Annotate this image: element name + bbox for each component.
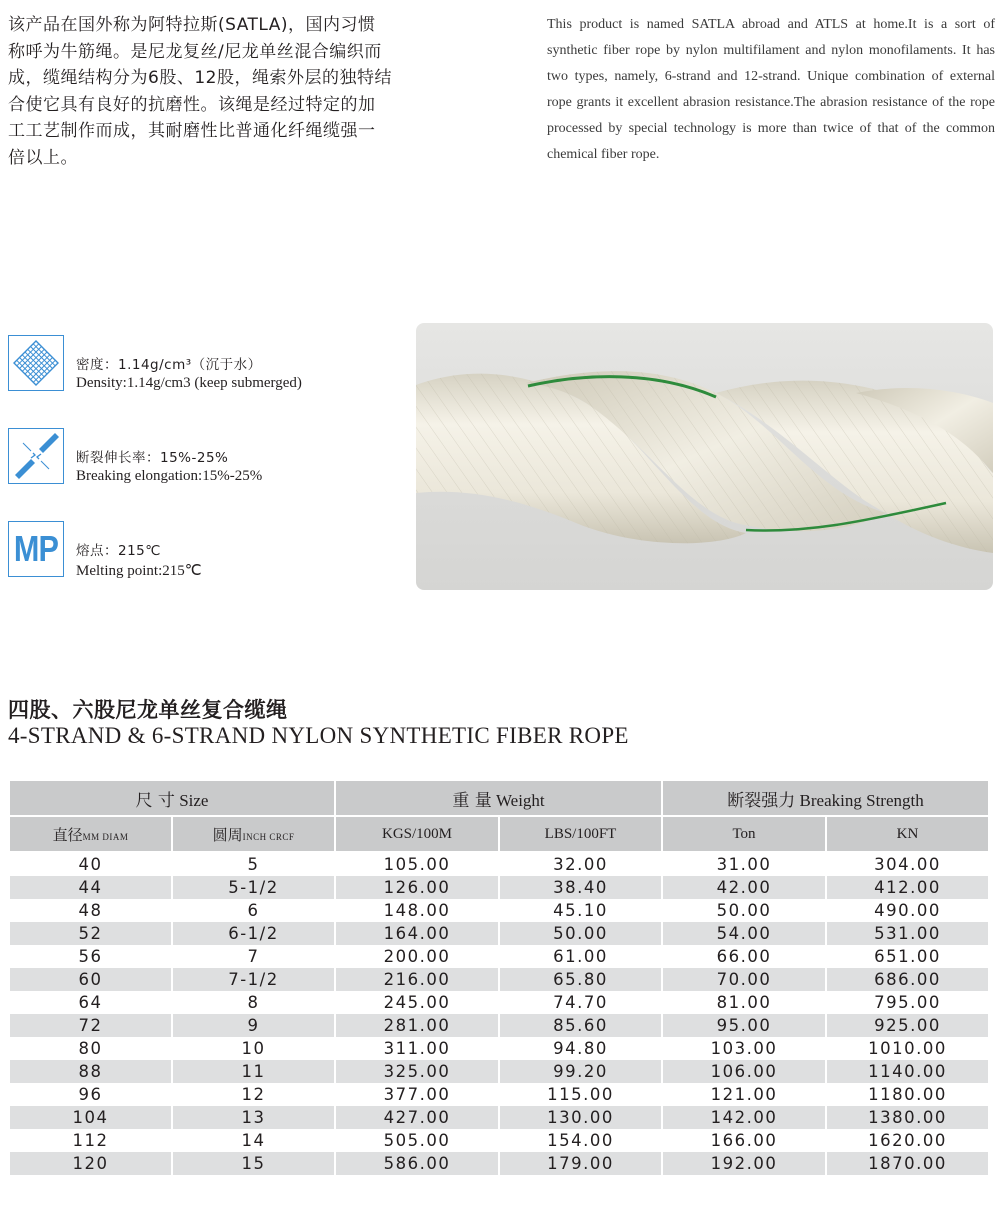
cell-ton: 42.00 [662, 876, 826, 899]
cell-circumference: 13 [172, 1106, 335, 1129]
cell-diameter: 88 [9, 1060, 172, 1083]
cell-kn: 1620.00 [826, 1129, 989, 1152]
cell-diameter: 80 [9, 1037, 172, 1060]
cell-kgs: 164.00 [335, 922, 499, 945]
melting-point-label-en: Melting point:215℃ [76, 563, 202, 579]
cell-lbs: 32.00 [499, 852, 662, 876]
cell-diameter: 60 [9, 968, 172, 991]
weight-group-cn: 重 量 [452, 790, 492, 811]
table-row [9, 1129, 989, 1152]
elongation-icon [8, 428, 64, 484]
diameter-header-cn: 直径 [52, 825, 83, 844]
strength-group-en: Breaking Strength [799, 790, 924, 810]
product-title-cn: 四股、六股尼龙单丝复合缆绳 [8, 698, 288, 722]
cell-ton: 103.00 [662, 1037, 826, 1060]
col-header-kgs: KGS/100M [335, 816, 499, 852]
property-melting-point [8, 521, 408, 579]
size-group-cn: 尺 寸 [135, 790, 175, 811]
cell-circumference: 12 [172, 1083, 335, 1106]
cell-circumference: 11 [172, 1060, 335, 1083]
table-row [9, 1106, 989, 1129]
cell-ton: 95.00 [662, 1014, 826, 1037]
cell-kn: 412.00 [826, 876, 989, 899]
cell-kgs: 325.00 [335, 1060, 499, 1083]
product-title-en: 4-STRAND & 6-STRAND NYLON SYNTHETIC FIBER ROPE [8, 723, 629, 748]
cell-kn: 651.00 [826, 945, 989, 968]
cell-diameter: 96 [9, 1083, 172, 1106]
spec-table [8, 779, 990, 1175]
cell-ton: 142.00 [662, 1106, 826, 1129]
cell-kgs: 105.00 [335, 852, 499, 876]
table-row [9, 1083, 989, 1106]
cell-kgs: 216.00 [335, 968, 499, 991]
cell-circumference: 8 [172, 991, 335, 1014]
cell-kn: 1380.00 [826, 1106, 989, 1129]
table-body [9, 852, 989, 1175]
cell-kn: 1140.00 [826, 1060, 989, 1083]
cell-ton: 50.00 [662, 899, 826, 922]
strength-group-cn: 断裂强力 [727, 790, 796, 811]
cell-kgs: 148.00 [335, 899, 499, 922]
cell-lbs: 94.80 [499, 1037, 662, 1060]
cell-ton: 70.00 [662, 968, 826, 991]
cell-diameter: 52 [9, 922, 172, 945]
col-header-diameter [9, 816, 172, 852]
cell-diameter: 48 [9, 899, 172, 922]
col-header-circumference [172, 816, 335, 852]
cell-kgs: 311.00 [335, 1037, 499, 1060]
circumference-header-cn: 圆周 [212, 825, 243, 844]
intro-cn-line: 工工艺制作而成，其耐磨性比普通化纤绳缆强一 [8, 121, 376, 141]
table-row [9, 991, 989, 1014]
cell-circumference: 15 [172, 1152, 335, 1175]
cell-lbs: 85.60 [499, 1014, 662, 1037]
cell-circumference: 5 [172, 852, 335, 876]
cell-kgs: 586.00 [335, 1152, 499, 1175]
cell-kn: 531.00 [826, 922, 989, 945]
intro-cn-line: 该产品在国外称为阿特拉斯(SATLA)，国内习惯 [8, 15, 376, 35]
cell-lbs: 130.00 [499, 1106, 662, 1129]
elongation-label-cn: 断裂伸长率：15%-25% [76, 450, 229, 466]
cell-ton: 66.00 [662, 945, 826, 968]
cell-kgs: 427.00 [335, 1106, 499, 1129]
col-header-lbs: LBS/100FT [499, 816, 662, 852]
table-row [9, 922, 989, 945]
cell-lbs: 38.40 [499, 876, 662, 899]
cell-ton: 192.00 [662, 1152, 826, 1175]
intro-english-paragraph: This product is named SATLA abroad and ATLS at home.It is a sort of synthetic fiber rope by nylon multifilament and nylon monofilaments. It has two types, namely, 6-strand and 12-strand. Unique combination of external rope grants it excellent abrasion resistance.The abrasion resistance of the rope processed by special technology is more than twice of that of the common chemical fiber rope. [547, 17, 995, 162]
weight-group-header [335, 780, 662, 816]
cell-lbs: 115.00 [499, 1083, 662, 1106]
col-header-ton: Ton [662, 816, 826, 852]
property-density [8, 335, 408, 393]
cell-diameter: 64 [9, 991, 172, 1014]
melting-point-label-cn: 熔点：215℃ [76, 543, 161, 559]
table-row [9, 1152, 989, 1175]
melting-point-icon-text: MP [13, 528, 59, 569]
cell-kgs: 377.00 [335, 1083, 499, 1106]
cell-diameter: 112 [9, 1129, 172, 1152]
intro-cn-line: 成，缆绳结构分为6股、12股，绳索外层的独特结 [8, 68, 392, 88]
cell-kn: 795.00 [826, 991, 989, 1014]
strength-group-header [662, 780, 989, 816]
cell-lbs: 99.20 [499, 1060, 662, 1083]
size-group-header [9, 780, 335, 816]
cell-lbs: 74.70 [499, 991, 662, 1014]
cell-diameter: 104 [9, 1106, 172, 1129]
cell-circumference: 5-1/2 [172, 876, 335, 899]
size-group-en: Size [179, 790, 209, 810]
density-label-en: Density:1.14g/cm3 (keep submerged) [76, 375, 302, 391]
table-column-header-row [9, 816, 989, 852]
cell-diameter: 72 [9, 1014, 172, 1037]
cell-kn: 490.00 [826, 899, 989, 922]
cell-ton: 54.00 [662, 922, 826, 945]
table-row [9, 1014, 989, 1037]
intro-cn-line: 倍以上。 [8, 147, 78, 168]
cell-circumference: 7 [172, 945, 335, 968]
table-row [9, 945, 989, 968]
intro-chinese-paragraph [8, 12, 428, 171]
cell-circumference: 6 [172, 899, 335, 922]
intro-cn-line: 合使它具有良好的抗磨性。该绳是经过特定的加 [8, 94, 376, 115]
cell-kgs: 505.00 [335, 1129, 499, 1152]
cell-ton: 166.00 [662, 1129, 826, 1152]
cell-kn: 304.00 [826, 852, 989, 876]
cell-diameter: 56 [9, 945, 172, 968]
cell-kn: 1180.00 [826, 1083, 989, 1106]
table-group-header-row [9, 780, 989, 816]
cell-kgs: 126.00 [335, 876, 499, 899]
cell-ton: 81.00 [662, 991, 826, 1014]
cell-lbs: 179.00 [499, 1152, 662, 1175]
cell-ton: 31.00 [662, 852, 826, 876]
melting-point-icon [8, 521, 64, 577]
cell-circumference: 7-1/2 [172, 968, 335, 991]
density-label-cn: 密度：1.14g/cm³（沉于水） [76, 357, 262, 373]
cell-lbs: 50.00 [499, 922, 662, 945]
cell-kn: 686.00 [826, 968, 989, 991]
property-elongation [8, 428, 408, 486]
cell-kgs: 245.00 [335, 991, 499, 1014]
cell-ton: 106.00 [662, 1060, 826, 1083]
density-mesh-icon [8, 335, 64, 391]
table-row [9, 899, 989, 922]
cell-diameter: 44 [9, 876, 172, 899]
cell-circumference: 6-1/2 [172, 922, 335, 945]
diameter-header-en: MM DIAM [82, 831, 129, 842]
cell-circumference: 14 [172, 1129, 335, 1152]
cell-diameter: 40 [9, 852, 172, 876]
cell-lbs: 65.80 [499, 968, 662, 991]
cell-diameter: 120 [9, 1152, 172, 1175]
cell-kgs: 281.00 [335, 1014, 499, 1037]
cell-kgs: 200.00 [335, 945, 499, 968]
table-row [9, 968, 989, 991]
weight-group-en: Weight [495, 790, 545, 810]
table-row [9, 1037, 989, 1060]
cell-lbs: 45.10 [499, 899, 662, 922]
cell-kn: 1870.00 [826, 1152, 989, 1175]
circumference-header-en: INCH CRCF [242, 831, 295, 842]
rope-photo [416, 323, 993, 590]
col-header-kn: KN [826, 816, 989, 852]
cell-lbs: 154.00 [499, 1129, 662, 1152]
table-row [9, 852, 989, 876]
cell-lbs: 61.00 [499, 945, 662, 968]
cell-kn: 925.00 [826, 1014, 989, 1037]
cell-circumference: 9 [172, 1014, 335, 1037]
table-row [9, 876, 989, 899]
cell-circumference: 10 [172, 1037, 335, 1060]
intro-cn-line: 称呼为牛筋绳。是尼龙复丝/尼龙单丝混合编织而 [8, 41, 382, 62]
elongation-label-en: Breaking elongation:15%-25% [76, 468, 263, 484]
cell-ton: 121.00 [662, 1083, 826, 1106]
cell-kn: 1010.00 [826, 1037, 989, 1060]
table-row [9, 1060, 989, 1083]
